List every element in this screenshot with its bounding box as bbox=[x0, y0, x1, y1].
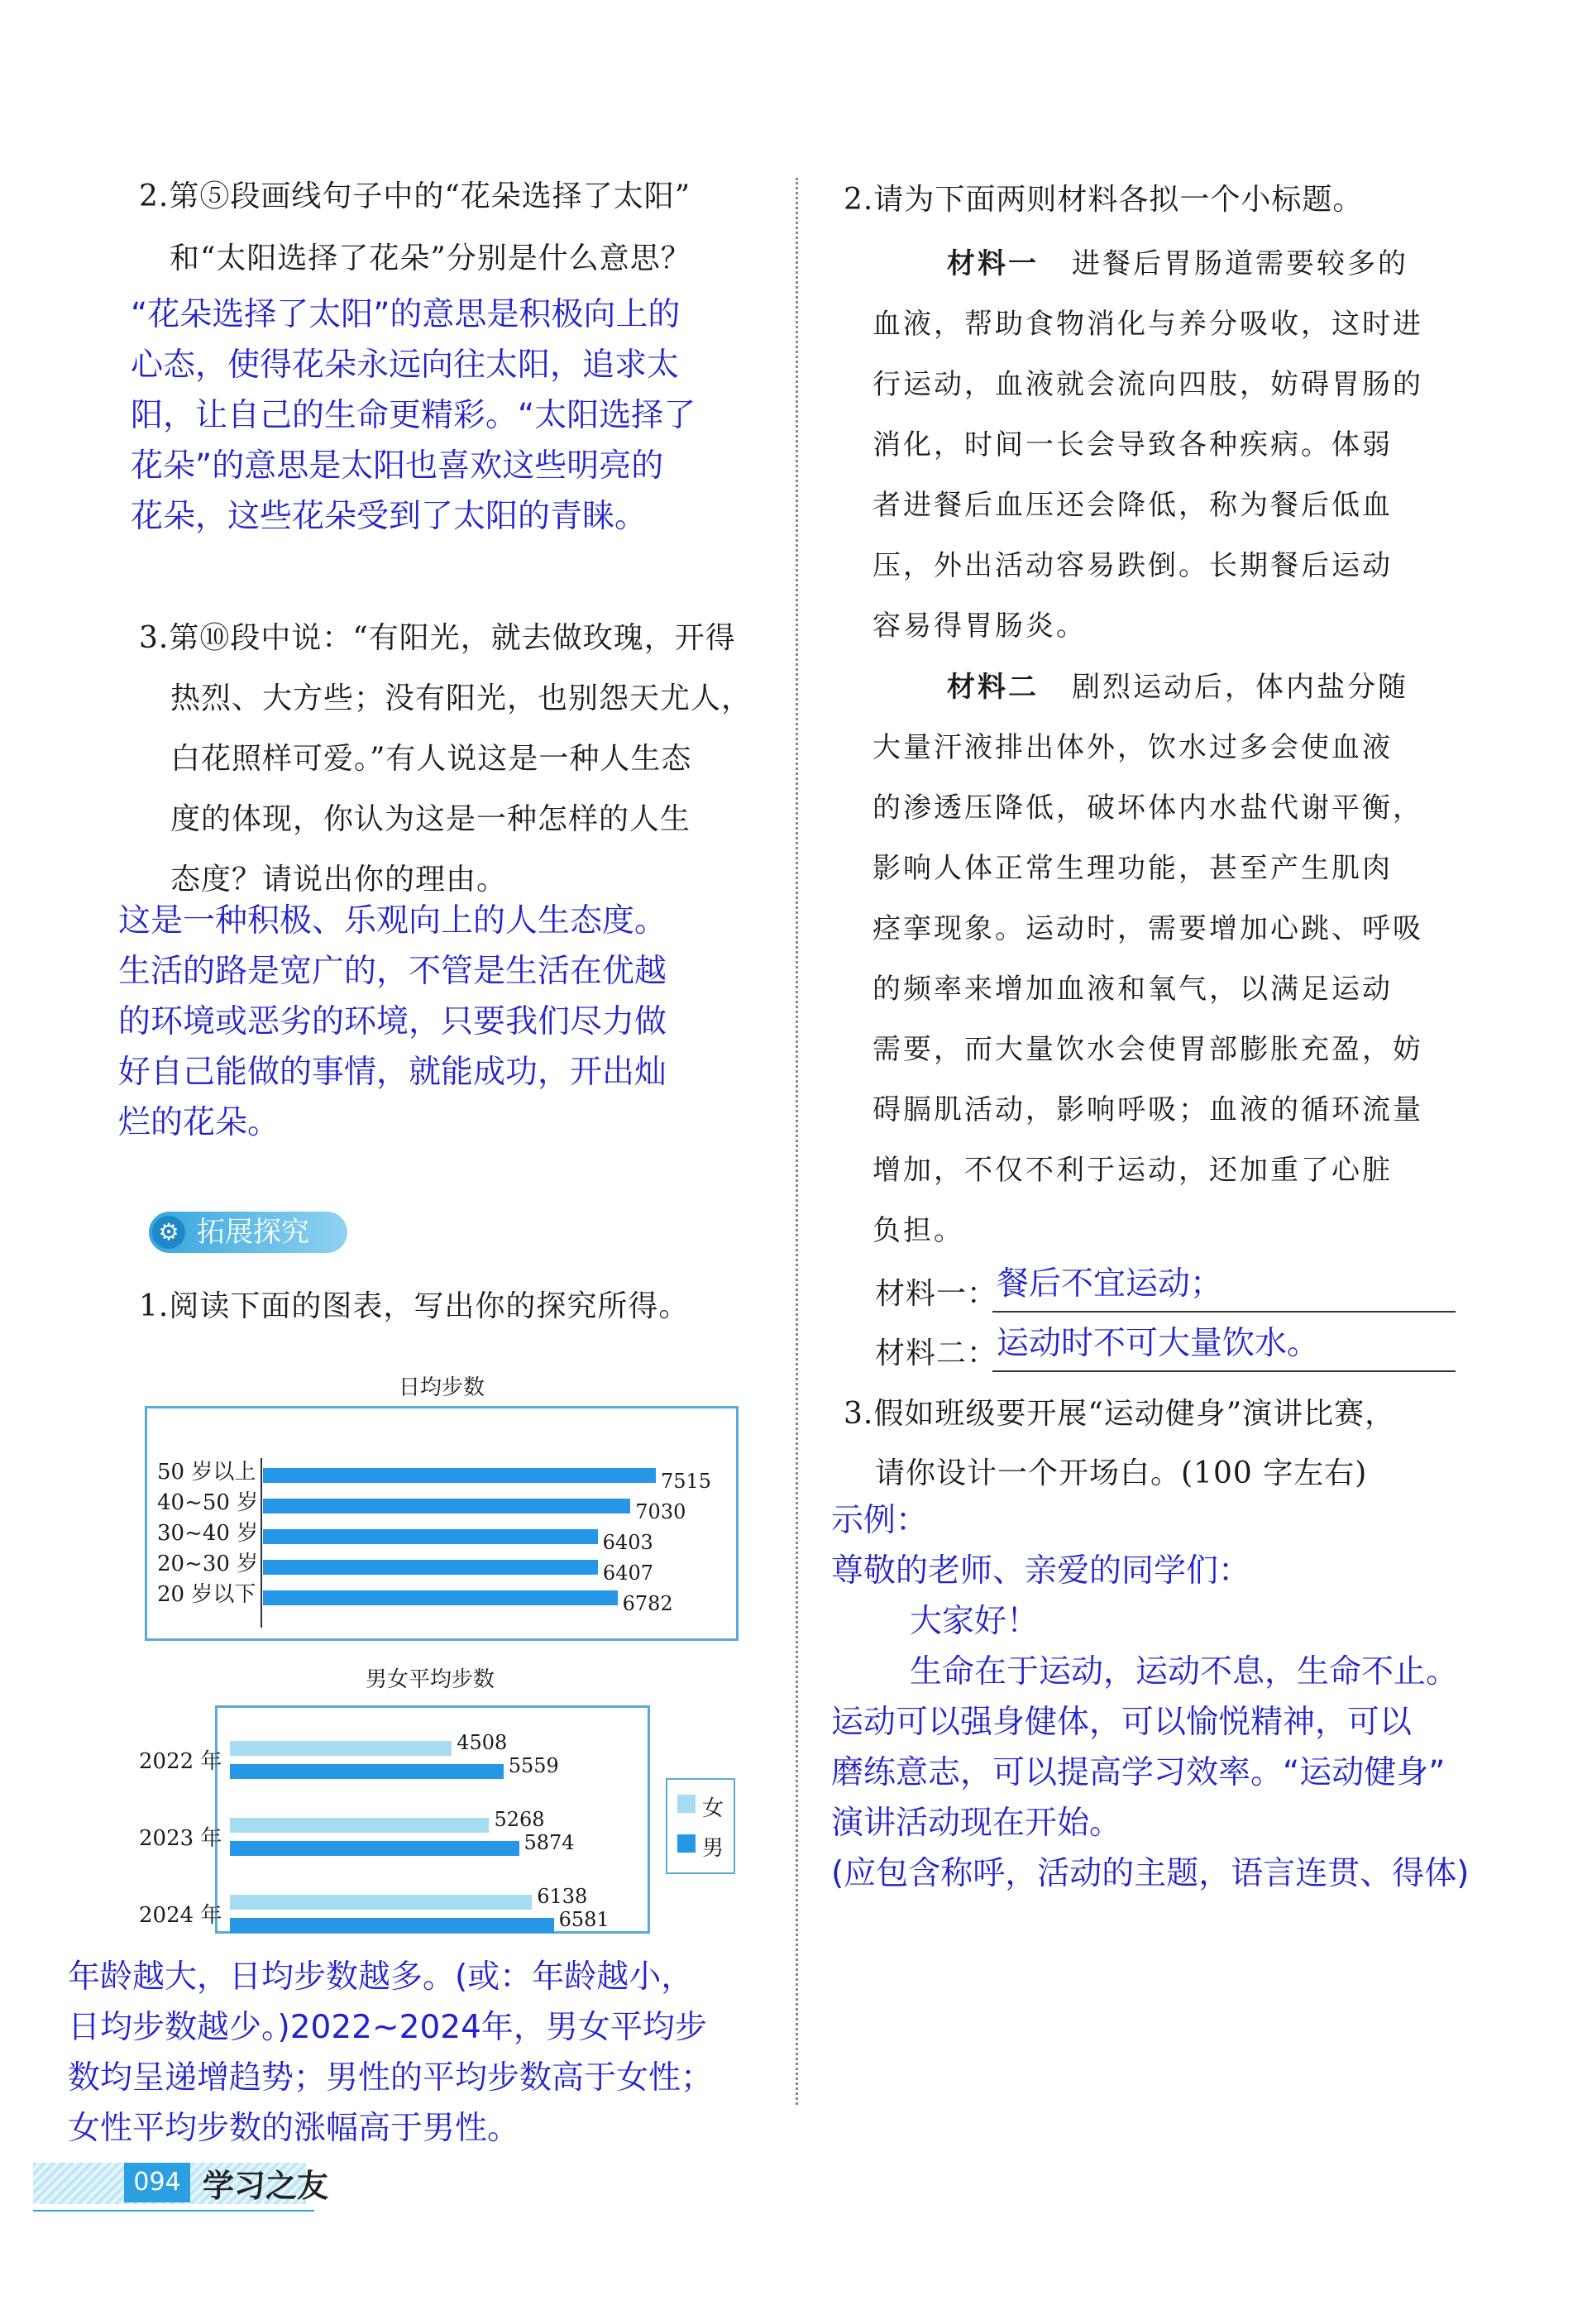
material-1-label: 材料一 bbox=[947, 247, 1039, 280]
chart1-value-label: 6782 bbox=[622, 1592, 673, 1615]
material-line: 剧烈运动后，体内盐分随 bbox=[1072, 671, 1408, 704]
question-line: 态度？请说出你的理由。 bbox=[170, 863, 508, 897]
answer-line: 花朵”的意思是太阳也喜欢这些明亮的 bbox=[131, 447, 664, 485]
answer-line: 尊敬的老师、亲爱的同学们： bbox=[831, 1552, 1251, 1590]
chart1-category-label: 40~50 岁 bbox=[157, 1490, 259, 1515]
material-2 bbox=[872, 658, 1423, 1261]
chart1-value-label: 7030 bbox=[635, 1500, 686, 1523]
answer-line: 数均呈递增趋势；男性的平均步数高于女性； bbox=[68, 2059, 714, 2097]
chart1-category-label: 50 岁以上 bbox=[157, 1460, 256, 1485]
answer-line: 磨练意志，可以提高学习效率。“运动健身” bbox=[831, 1754, 1446, 1791]
question-3-right-line2: 请你设计一个开场白。(100 字左右) bbox=[875, 1456, 1368, 1490]
chart1-bar bbox=[263, 1529, 598, 1544]
legend-label-male: 男 bbox=[702, 1836, 724, 1861]
chart2-value-label: 6138 bbox=[537, 1885, 588, 1908]
answer-1-text: 餐后不宜运动； bbox=[997, 1265, 1223, 1303]
answer-1-label: 材料一： bbox=[875, 1277, 998, 1311]
answer-line: 运动可以强身健体，可以愉悦精神，可以 bbox=[831, 1704, 1413, 1741]
answer-line: 年龄越大，日均步数越多。(或：年龄越小， bbox=[68, 1958, 694, 1996]
chart2-category-label: 2023 年 bbox=[139, 1826, 222, 1851]
gear-icon: ⚙ bbox=[152, 1216, 185, 1249]
chart2-value-label: 5559 bbox=[508, 1754, 559, 1777]
section-tag bbox=[149, 1212, 347, 1253]
question-line: 3.第⑩段中说：“有阳光，就去做玫瑰，开得 bbox=[139, 621, 736, 655]
chart2-category-label: 2022 年 bbox=[139, 1749, 222, 1774]
material-line: 的频率来增加血液和氧气，以满足运动 bbox=[872, 973, 1393, 1006]
answer-line: 这是一种积极、乐观向上的人生态度。 bbox=[118, 902, 667, 940]
answer-q3-right bbox=[831, 1495, 1469, 1899]
material-line: 增加，不仅不利于运动，还加重了心脏 bbox=[872, 1154, 1393, 1187]
chart1-bar bbox=[263, 1590, 618, 1605]
answer-line: 演讲活动现在开始。 bbox=[831, 1805, 1122, 1842]
chart1-category-label: 20~30 岁 bbox=[157, 1552, 259, 1576]
question-3-right-line1: 3.假如班级要开展“运动健身”演讲比赛， bbox=[844, 1397, 1396, 1431]
answer-2-text: 运动时不可大量饮水。 bbox=[997, 1325, 1320, 1362]
column-divider bbox=[796, 178, 798, 2105]
chart1-value-label: 7515 bbox=[660, 1470, 712, 1493]
chart1-value-label: 6403 bbox=[602, 1531, 653, 1554]
answer-q3 bbox=[118, 896, 667, 1148]
chart2-bar-male bbox=[230, 1841, 519, 1856]
answer-line: 心态，使得花朵永远向往太阳，追求太 bbox=[131, 347, 680, 384]
material-line: 大量汗液排出体外，饮水过多会使血液 bbox=[872, 731, 1393, 764]
material-line: 行运动，血液就会流向四肢，妨碍胃肠的 bbox=[872, 368, 1423, 401]
chart2-legend bbox=[666, 1778, 735, 1874]
chart1-category-label: 20 岁以下 bbox=[157, 1582, 256, 1607]
material-line: 容易得胃肠炎。 bbox=[872, 610, 1087, 643]
material-line: 痉挛现象。运动时，需要增加心跳、呼吸 bbox=[872, 912, 1423, 945]
footer-rule bbox=[33, 2210, 314, 2212]
material-line: 进餐后胃肠道需要较多的 bbox=[1072, 247, 1408, 280]
chart2-category-label: 2024 年 bbox=[139, 1903, 222, 1928]
chart1-bar bbox=[263, 1499, 630, 1513]
answer-line: 的环境或恶劣的环境，只要我们尽力做 bbox=[118, 1003, 667, 1040]
material-line: 需要，而大量饮水会使胃部膨胀充盈，妨 bbox=[872, 1033, 1423, 1066]
question-2-line1: 2.第⑤段画线句子中的“花朵选择了太阳” bbox=[139, 179, 691, 213]
legend-swatch-male bbox=[677, 1834, 696, 1853]
chart2-value-label: 5874 bbox=[523, 1831, 575, 1854]
answer-q2 bbox=[131, 289, 696, 542]
answer-2-underline bbox=[992, 1370, 1456, 1372]
chart1-bar bbox=[263, 1560, 598, 1575]
answer-line: 示例： bbox=[831, 1502, 929, 1539]
material-line: 血液，帮助食物消化与养分吸收，这时进 bbox=[872, 308, 1423, 341]
answer-line: (应包含称呼，活动的主题，语言连贯、得体) bbox=[831, 1855, 1470, 1892]
material-line: 负担。 bbox=[872, 1214, 964, 1247]
material-line: 的渗透压降低，破坏体内水盐代谢平衡， bbox=[872, 791, 1423, 825]
question-1-text: 1.阅读下面的图表，写出你的探究所得。 bbox=[139, 1289, 690, 1323]
answer-line: “花朵选择了太阳”的意思是积极向上的 bbox=[131, 296, 681, 333]
question-line: 热烈、大方些；没有阳光，也别怨天尤人， bbox=[170, 681, 753, 715]
chart1-bar bbox=[263, 1468, 656, 1483]
chart2-value-label: 5268 bbox=[494, 1808, 545, 1831]
answer-line: 生命在于运动，运动不息，生命不止。 bbox=[910, 1653, 1459, 1690]
chart2-bar-female bbox=[230, 1741, 452, 1756]
material-line: 者进餐后血压还会降低，称为餐后低血 bbox=[872, 489, 1393, 522]
material-2-label: 材料二 bbox=[947, 671, 1039, 704]
section-tag-label: 拓展探究 bbox=[197, 1216, 309, 1249]
answer-line: 好自己能做的事情，就能成功，开出灿 bbox=[118, 1054, 667, 1091]
chart2-bar-male bbox=[230, 1764, 504, 1779]
answer-line: 阳，让自己的生命更精彩。“太阳选择了 bbox=[131, 397, 696, 434]
page-number: 094 bbox=[124, 2163, 190, 2202]
material-line: 碍膈肌活动，影响呼吸；血液的循环流量 bbox=[872, 1093, 1423, 1126]
answer-line: 烂的花朵。 bbox=[118, 1104, 280, 1141]
material-line: 压，外出活动容易跌倒。长期餐后运动 bbox=[872, 549, 1393, 582]
question-3-text bbox=[139, 608, 752, 910]
answer-line: 大家好！ bbox=[910, 1603, 1040, 1640]
brand-logo: 学习之友 bbox=[203, 2167, 329, 2204]
chart2-title: 男女平均步数 bbox=[366, 1667, 495, 1692]
chart-gender-steps bbox=[139, 1705, 650, 1934]
chart1-category-label: 30~40 岁 bbox=[157, 1521, 259, 1546]
chart1-value-label: 6407 bbox=[602, 1561, 653, 1585]
answer-1-underline bbox=[992, 1311, 1456, 1313]
answer-line: 生活的路是宽广的，不管是生活在优越 bbox=[118, 953, 667, 990]
chart1-axis bbox=[261, 1458, 262, 1628]
chart1-title: 日均步数 bbox=[399, 1375, 485, 1400]
answer-q1 bbox=[68, 1952, 713, 2154]
legend-swatch-female bbox=[677, 1795, 696, 1813]
question-2-right-text: 2.请为下面两则材料各拟一个小标题。 bbox=[844, 183, 1364, 217]
material-1 bbox=[872, 234, 1423, 657]
answer-line: 花朵，这些花朵受到了太阳的青睐。 bbox=[131, 498, 648, 535]
material-line: 消化，时间一长会导致各种疾病。体弱 bbox=[872, 428, 1393, 461]
chart2-bar-female bbox=[230, 1895, 532, 1910]
answer-line: 日均步数越少。)2022~2024年，男女平均步 bbox=[68, 2009, 707, 2046]
material-line: 影响人体正常生理功能，甚至产生肌肉 bbox=[872, 852, 1393, 885]
chart2-bar-male bbox=[230, 1918, 554, 1933]
question-2-line2: 和“太阳选择了花朵”分别是什么意思？ bbox=[170, 241, 691, 275]
answer-line: 女性平均步数的涨幅高于男性。 bbox=[68, 2110, 520, 2147]
answer-2-label: 材料二： bbox=[875, 1337, 998, 1370]
legend-label-female: 女 bbox=[702, 1796, 724, 1821]
chart2-value-label: 6581 bbox=[558, 1908, 610, 1931]
chart2-value-label: 4508 bbox=[457, 1731, 508, 1754]
question-line: 白花照样可爱。”有人说这是一种人生态 bbox=[170, 742, 692, 776]
question-line: 度的体现，你认为这是一种怎样的人生 bbox=[170, 802, 691, 836]
chart2-bar-female bbox=[230, 1818, 489, 1833]
chart-daily-steps bbox=[145, 1406, 739, 1641]
